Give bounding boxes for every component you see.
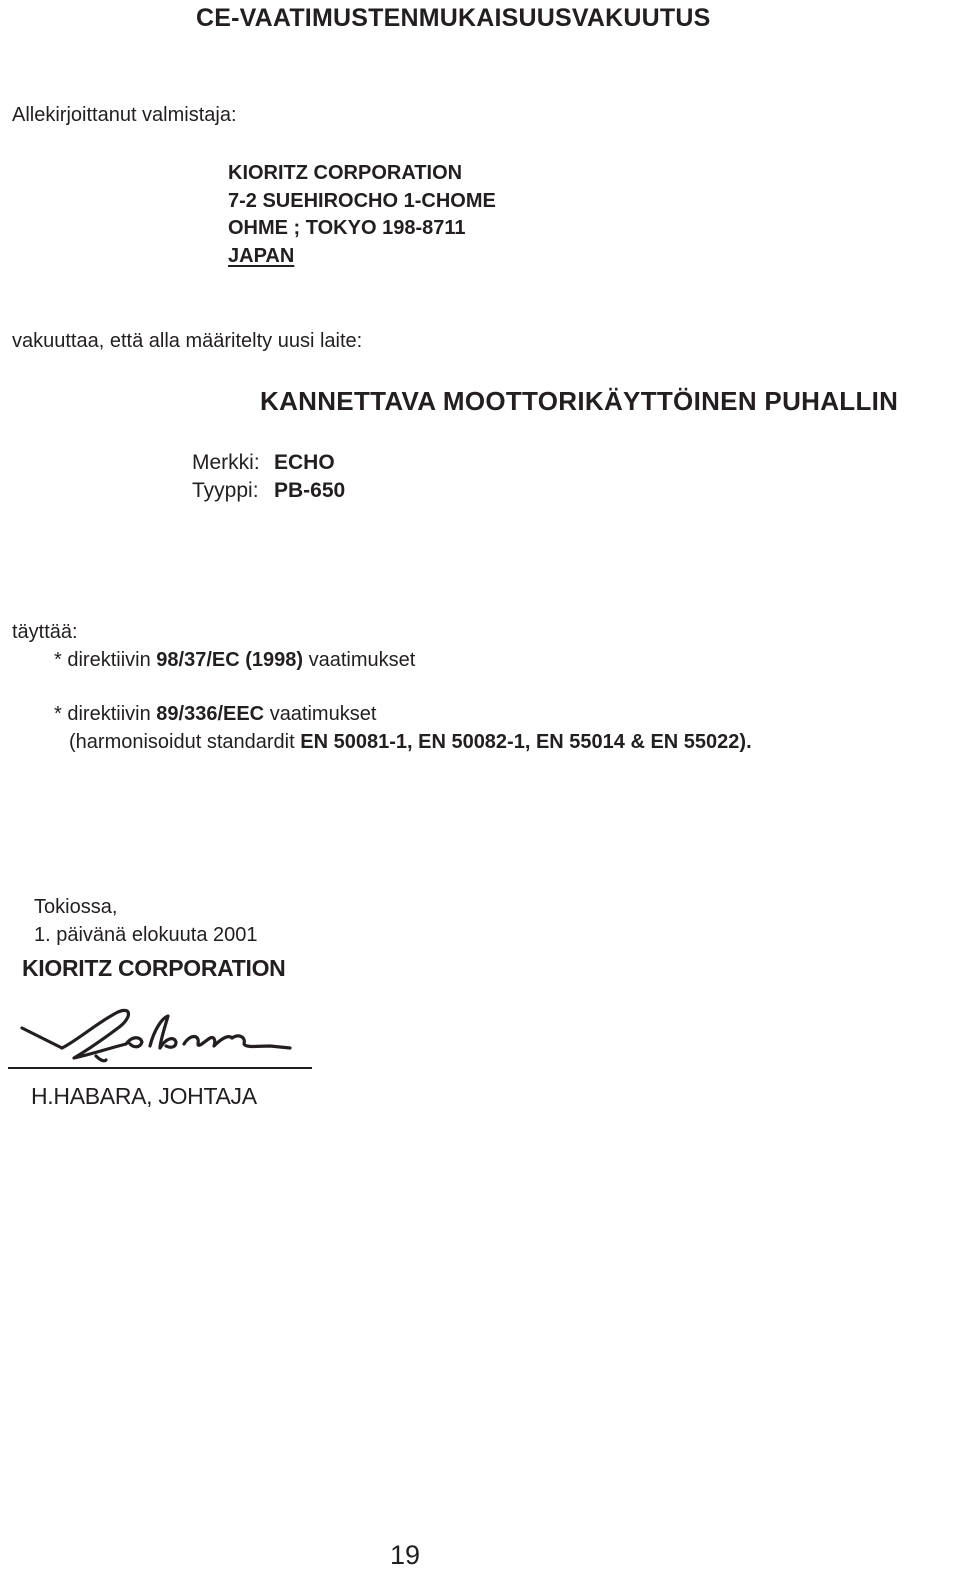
directive-code: 89/336/EEC xyxy=(156,703,265,725)
date: 1. päivänä elokuuta 2001 xyxy=(34,924,258,946)
model-value: PB-650 xyxy=(274,479,346,502)
place-date xyxy=(34,893,258,949)
product-spec xyxy=(192,449,345,505)
address-company: KIORITZ CORPORATION xyxy=(228,162,463,184)
brand-label: Merkki: xyxy=(192,451,260,474)
page-number: 19 xyxy=(390,1540,421,1570)
document-title: CE-VAATIMUSTENMUKAISUUSVAKUUTUS xyxy=(196,4,711,32)
directive-suffix: vaatimukset xyxy=(269,703,377,725)
signer-name: H.HABARA, JOHTAJA xyxy=(31,1083,257,1109)
directive-item xyxy=(12,646,752,674)
directive-suffix: vaatimukset xyxy=(308,649,416,671)
signature xyxy=(0,1000,330,1080)
standards-list: EN 50081-1, EN 50082-1, EN 55014 & EN 55022). xyxy=(300,731,752,753)
standards-line xyxy=(12,728,752,756)
directive-item xyxy=(12,700,752,728)
place: Tokiossa, xyxy=(34,896,118,918)
standards-prefix: (harmonisoidut standardit xyxy=(69,731,295,753)
directive-prefix: * direktiivin xyxy=(54,703,151,725)
model-row xyxy=(192,477,345,505)
address-street: 7-2 SUEHIROCHO 1-CHOME xyxy=(228,189,496,212)
address-city: OHME ; TOKYO 198-8711 xyxy=(228,217,466,239)
manufacturer-intro: Allekirjoittanut valmistaja: xyxy=(12,104,237,126)
directive-code: 98/37/EC (1998) xyxy=(156,649,304,671)
brand-value: ECHO xyxy=(274,451,335,474)
brand-row xyxy=(192,449,345,477)
declaration-intro: vakuuttaa, että alla määritelty uusi laite: xyxy=(12,330,363,352)
manufacturer-address xyxy=(228,160,496,270)
directive-prefix: * direktiivin xyxy=(54,649,151,671)
compliance-section xyxy=(12,618,752,756)
model-label: Tyyppi: xyxy=(192,479,259,502)
complies-label: täyttää: xyxy=(12,621,78,643)
signing-company: KIORITZ CORPORATION xyxy=(22,955,286,981)
product-name: KANNETTAVA MOOTTORIKÄYTTÖINEN PUHALLIN xyxy=(260,386,899,416)
address-country: JAPAN xyxy=(228,244,295,267)
